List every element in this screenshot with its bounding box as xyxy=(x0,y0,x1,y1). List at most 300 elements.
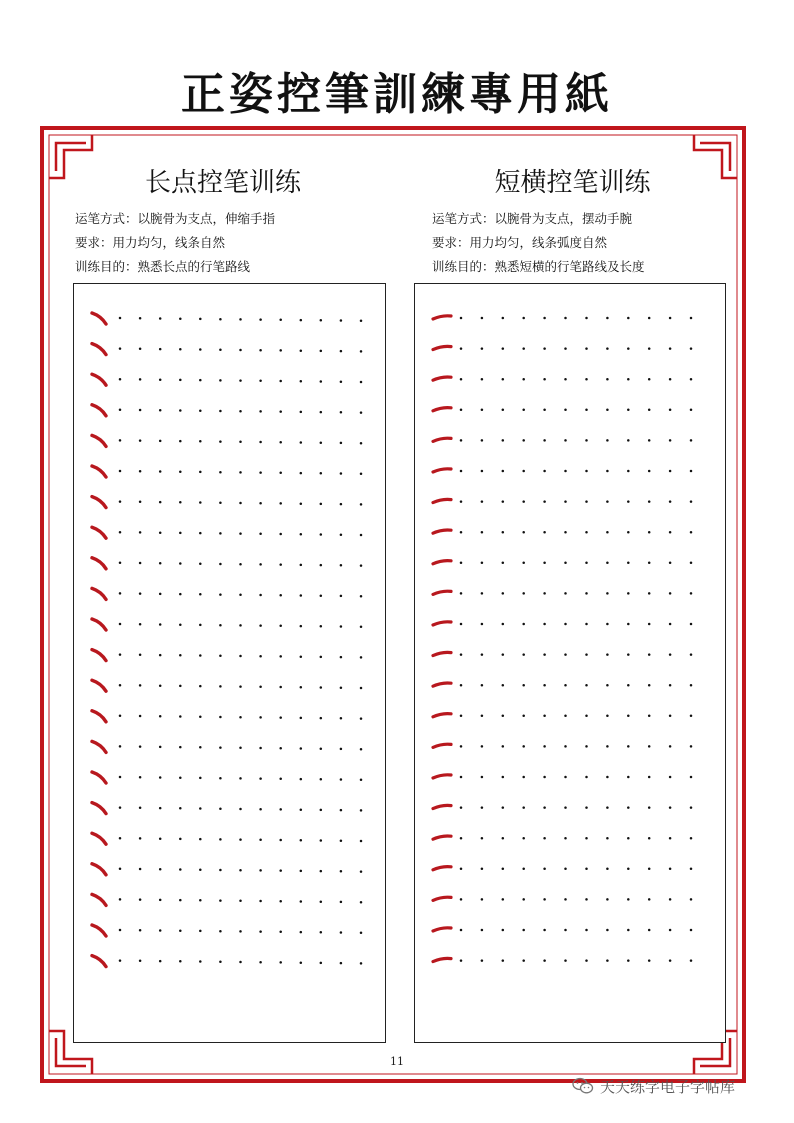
guide-dot xyxy=(502,592,505,595)
guide-dot xyxy=(340,380,343,383)
guide-dot xyxy=(564,378,567,381)
practice-row xyxy=(433,346,692,349)
guide-dot xyxy=(340,442,343,445)
guide-dot xyxy=(239,930,242,933)
guide-dot xyxy=(300,564,303,567)
guide-dot xyxy=(627,837,630,840)
guide-dot xyxy=(460,776,463,779)
guide-dot xyxy=(481,929,484,932)
guide-dot xyxy=(627,470,630,473)
guide-dot xyxy=(139,837,142,840)
right-practice-panel xyxy=(414,283,726,1043)
short-horizontal-stroke-icon xyxy=(433,958,451,961)
guide-dot xyxy=(627,531,630,534)
guide-dot xyxy=(481,623,484,626)
guide-dot xyxy=(320,411,323,414)
guide-dot xyxy=(259,839,262,842)
right-section-title: 短横控笔训练 xyxy=(494,168,651,198)
guide-dot xyxy=(320,380,323,383)
long-dot-stroke-icon xyxy=(92,711,106,722)
guide-dot xyxy=(320,564,323,567)
guide-dot xyxy=(320,594,323,597)
guide-dot xyxy=(543,439,546,442)
guide-dot xyxy=(564,898,567,901)
guide-dot xyxy=(179,532,182,535)
guide-dot xyxy=(690,500,693,503)
guide-dot xyxy=(159,807,162,810)
guide-dot xyxy=(669,317,672,320)
guide-dot xyxy=(543,684,546,687)
guide-dot xyxy=(481,347,484,350)
guide-dot xyxy=(669,592,672,595)
guide-dot xyxy=(340,870,343,873)
left-requirement: 要求：用力均匀，线条自然 xyxy=(75,235,226,250)
practice-row xyxy=(433,958,692,961)
guide-dot xyxy=(690,439,693,442)
guide-dot xyxy=(219,716,222,719)
left-practice-panel xyxy=(73,283,386,1043)
guide-dot xyxy=(543,898,546,901)
guide-dot xyxy=(460,500,463,503)
guide-dot xyxy=(179,685,182,688)
guide-dot xyxy=(606,409,609,412)
guide-dot xyxy=(690,317,693,320)
guide-dot xyxy=(360,809,363,812)
long-dot-stroke-icon xyxy=(92,833,106,844)
guide-dot xyxy=(606,959,609,962)
guide-dot xyxy=(481,500,484,503)
guide-dot xyxy=(340,809,343,812)
guide-dot xyxy=(199,777,202,780)
guide-dot xyxy=(119,868,122,871)
guide-dot xyxy=(690,531,693,534)
long-dot-stroke-icon xyxy=(92,650,106,661)
guide-dot xyxy=(119,378,122,381)
guide-dot xyxy=(606,317,609,320)
long-dot-stroke-icon xyxy=(92,741,106,752)
guide-dot xyxy=(669,929,672,932)
guide-dot xyxy=(239,349,242,352)
guide-dot xyxy=(300,594,303,597)
guide-dot xyxy=(239,502,242,505)
short-horizontal-stroke-icon xyxy=(433,928,451,931)
short-horizontal-stroke-icon xyxy=(433,744,451,747)
guide-dot xyxy=(543,868,546,871)
left-practice-grid xyxy=(74,284,387,1044)
guide-dot xyxy=(690,378,693,381)
guide-dot xyxy=(360,564,363,567)
guide-dot xyxy=(219,899,222,902)
right-instructions xyxy=(432,207,645,279)
page-number: 11 xyxy=(390,1055,404,1068)
practice-row xyxy=(92,925,362,936)
guide-dot xyxy=(159,562,162,565)
guide-dot xyxy=(690,959,693,962)
guide-dot xyxy=(502,837,505,840)
guide-dot xyxy=(543,806,546,809)
practice-row xyxy=(433,591,692,594)
short-horizontal-stroke-icon xyxy=(433,714,451,717)
guide-dot xyxy=(648,837,651,840)
guide-dot xyxy=(360,748,363,751)
guide-dot xyxy=(502,347,505,350)
guide-dot xyxy=(522,531,525,534)
guide-dot xyxy=(340,778,343,781)
guide-dot xyxy=(139,929,142,932)
guide-dot xyxy=(320,503,323,506)
guide-dot xyxy=(360,840,363,843)
guide-dot xyxy=(119,347,122,350)
guide-dot xyxy=(690,653,693,656)
guide-dot xyxy=(239,441,242,444)
guide-dot xyxy=(481,868,484,871)
guide-dot xyxy=(669,470,672,473)
guide-dot xyxy=(543,776,546,779)
guide-dot xyxy=(585,562,588,565)
practice-row xyxy=(92,741,362,752)
guide-dot xyxy=(239,410,242,413)
guide-dot xyxy=(159,899,162,902)
guide-dot xyxy=(564,684,567,687)
guide-dot xyxy=(543,317,546,320)
guide-dot xyxy=(320,686,323,689)
guide-dot xyxy=(522,378,525,381)
guide-dot xyxy=(279,931,282,934)
guide-dot xyxy=(502,653,505,656)
guide-dot xyxy=(648,929,651,932)
guide-dot xyxy=(522,715,525,718)
guide-dot xyxy=(340,533,343,536)
left-instructions xyxy=(75,207,275,279)
guide-dot xyxy=(360,717,363,720)
left-purpose: 训练目的：熟悉长点的行笔路线 xyxy=(75,259,251,274)
practice-row xyxy=(92,558,362,569)
guide-dot xyxy=(159,409,162,412)
guide-dot xyxy=(259,533,262,536)
guide-dot xyxy=(259,686,262,689)
guide-dot xyxy=(648,684,651,687)
practice-row xyxy=(92,344,362,355)
guide-dot xyxy=(648,439,651,442)
guide-dot xyxy=(300,717,303,720)
guide-dot xyxy=(139,409,142,412)
short-horizontal-stroke-icon xyxy=(433,836,451,839)
guide-dot xyxy=(585,409,588,412)
guide-dot xyxy=(627,684,630,687)
guide-dot xyxy=(219,777,222,780)
guide-dot xyxy=(199,471,202,474)
guide-dot xyxy=(259,502,262,505)
guide-dot xyxy=(300,931,303,934)
practice-row xyxy=(433,622,692,625)
guide-dot xyxy=(219,838,222,841)
guide-dot xyxy=(340,472,343,475)
guide-dot xyxy=(690,837,693,840)
guide-dot xyxy=(648,745,651,748)
guide-dot xyxy=(300,502,303,505)
long-dot-stroke-icon xyxy=(92,405,106,416)
guide-dot xyxy=(259,961,262,964)
guide-dot xyxy=(564,623,567,626)
practice-row xyxy=(433,530,692,533)
page-title: 正姿控筆訓練專用紙 xyxy=(181,69,613,120)
guide-dot xyxy=(340,901,343,904)
guide-dot xyxy=(279,961,282,964)
guide-dot xyxy=(481,653,484,656)
guide-dot xyxy=(259,318,262,321)
guide-dot xyxy=(340,931,343,934)
guide-dot xyxy=(259,930,262,933)
guide-dot xyxy=(179,562,182,565)
guide-dot xyxy=(199,868,202,871)
practice-row xyxy=(433,836,692,839)
guide-dot xyxy=(219,410,222,413)
short-horizontal-stroke-icon xyxy=(433,775,451,778)
guide-dot xyxy=(481,409,484,412)
guide-dot xyxy=(340,503,343,506)
guide-dot xyxy=(259,900,262,903)
guide-dot xyxy=(340,625,343,628)
guide-dot xyxy=(564,470,567,473)
guide-dot xyxy=(199,624,202,627)
long-dot-stroke-icon xyxy=(92,374,106,385)
guide-dot xyxy=(585,317,588,320)
guide-dot xyxy=(627,347,630,350)
guide-dot xyxy=(199,593,202,596)
guide-dot xyxy=(627,806,630,809)
guide-dot xyxy=(606,929,609,932)
guide-dot xyxy=(585,959,588,962)
guide-dot xyxy=(139,439,142,442)
guide-dot xyxy=(199,930,202,933)
guide-dot xyxy=(219,349,222,352)
guide-dot xyxy=(564,745,567,748)
guide-dot xyxy=(585,378,588,381)
guide-dot xyxy=(360,503,363,506)
guide-dot xyxy=(219,471,222,474)
guide-dot xyxy=(522,898,525,901)
guide-dot xyxy=(481,715,484,718)
guide-dot xyxy=(481,959,484,962)
guide-dot xyxy=(300,411,303,414)
guide-dot xyxy=(606,470,609,473)
guide-dot xyxy=(564,439,567,442)
guide-dot xyxy=(502,745,505,748)
guide-dot xyxy=(481,745,484,748)
practice-row xyxy=(92,527,362,538)
guide-dot xyxy=(585,623,588,626)
practice-row xyxy=(433,561,692,564)
guide-dot xyxy=(340,839,343,842)
guide-dot xyxy=(460,592,463,595)
guide-dot xyxy=(159,470,162,473)
practice-row xyxy=(433,377,692,380)
guide-dot xyxy=(119,684,122,687)
guide-dot xyxy=(219,869,222,872)
guide-dot xyxy=(690,715,693,718)
guide-dot xyxy=(502,378,505,381)
guide-dot xyxy=(585,684,588,687)
guide-dot xyxy=(139,623,142,626)
guide-dot xyxy=(648,562,651,565)
guide-dot xyxy=(481,592,484,595)
guide-dot xyxy=(522,623,525,626)
guide-dot xyxy=(179,929,182,932)
guide-dot xyxy=(481,470,484,473)
guide-dot xyxy=(279,533,282,536)
guide-dot xyxy=(340,962,343,965)
practice-row xyxy=(92,803,362,814)
guide-dot xyxy=(627,439,630,442)
left-method: 运笔方式：以腕骨为支点，伸缩手指 xyxy=(75,211,276,226)
guide-dot xyxy=(460,868,463,871)
long-dot-stroke-icon xyxy=(92,894,106,905)
guide-dot xyxy=(627,898,630,901)
guide-dot xyxy=(159,776,162,779)
guide-dot xyxy=(669,378,672,381)
guide-dot xyxy=(627,409,630,412)
guide-dot xyxy=(669,715,672,718)
guide-dot xyxy=(139,684,142,687)
guide-dot xyxy=(543,929,546,932)
guide-dot xyxy=(219,930,222,933)
guide-dot xyxy=(669,439,672,442)
guide-dot xyxy=(522,592,525,595)
guide-dot xyxy=(543,653,546,656)
guide-dot xyxy=(502,623,505,626)
guide-dot xyxy=(522,409,525,412)
guide-dot xyxy=(360,534,363,537)
guide-dot xyxy=(669,898,672,901)
guide-dot xyxy=(522,868,525,871)
long-dot-stroke-icon xyxy=(92,527,106,538)
long-dot-stroke-icon xyxy=(92,497,106,508)
guide-dot xyxy=(481,439,484,442)
guide-dot xyxy=(543,347,546,350)
guide-dot xyxy=(279,900,282,903)
guide-dot xyxy=(179,379,182,382)
guide-dot xyxy=(606,868,609,871)
guide-dot xyxy=(585,776,588,779)
guide-dot xyxy=(199,532,202,535)
guide-dot xyxy=(669,562,672,565)
practice-row xyxy=(433,683,692,686)
guide-dot xyxy=(139,562,142,565)
guide-dot xyxy=(279,594,282,597)
guide-dot xyxy=(481,562,484,565)
practice-row xyxy=(92,405,362,416)
guide-dot xyxy=(239,594,242,597)
guide-dot xyxy=(239,869,242,872)
guide-dot xyxy=(648,868,651,871)
guide-dot xyxy=(585,531,588,534)
guide-dot xyxy=(340,350,343,353)
short-horizontal-stroke-icon xyxy=(433,469,451,472)
guide-dot xyxy=(179,960,182,963)
guide-dot xyxy=(564,562,567,565)
guide-dot xyxy=(239,624,242,627)
guide-dot xyxy=(585,745,588,748)
guide-dot xyxy=(239,961,242,964)
guide-dot xyxy=(360,932,363,935)
guide-dot xyxy=(648,409,651,412)
guide-dot xyxy=(159,960,162,963)
guide-dot xyxy=(340,717,343,720)
guide-dot xyxy=(139,531,142,534)
guide-dot xyxy=(648,715,651,718)
guide-dot xyxy=(522,653,525,656)
guide-dot xyxy=(522,837,525,840)
guide-dot xyxy=(159,746,162,749)
guide-dot xyxy=(543,592,546,595)
guide-dot xyxy=(564,837,567,840)
guide-dot xyxy=(159,868,162,871)
long-dot-stroke-icon xyxy=(92,435,106,446)
guide-dot xyxy=(502,470,505,473)
practice-row xyxy=(433,316,692,319)
guide-dot xyxy=(179,838,182,841)
guide-dot xyxy=(606,837,609,840)
practice-row xyxy=(92,772,362,783)
guide-dot xyxy=(199,501,202,504)
short-horizontal-stroke-icon xyxy=(433,408,451,411)
guide-dot xyxy=(239,655,242,658)
guide-dot xyxy=(279,686,282,689)
guide-dot xyxy=(259,594,262,597)
guide-dot xyxy=(219,440,222,443)
guide-dot xyxy=(119,959,122,962)
guide-dot xyxy=(669,776,672,779)
guide-dot xyxy=(300,808,303,811)
guide-dot xyxy=(564,592,567,595)
guide-dot xyxy=(690,745,693,748)
long-dot-stroke-icon xyxy=(92,956,106,967)
guide-dot xyxy=(460,715,463,718)
guide-dot xyxy=(669,684,672,687)
long-dot-stroke-icon xyxy=(92,558,106,569)
guide-dot xyxy=(159,378,162,381)
guide-dot xyxy=(690,409,693,412)
guide-dot xyxy=(606,592,609,595)
short-horizontal-stroke-icon xyxy=(433,652,451,655)
guide-dot xyxy=(648,959,651,962)
guide-dot xyxy=(564,653,567,656)
guide-dot xyxy=(239,532,242,535)
guide-dot xyxy=(627,378,630,381)
guide-dot xyxy=(139,654,142,657)
guide-dot xyxy=(300,533,303,536)
long-dot-stroke-icon xyxy=(92,772,106,783)
guide-dot xyxy=(320,931,323,934)
guide-dot xyxy=(606,745,609,748)
guide-dot xyxy=(119,898,122,901)
guide-dot xyxy=(300,870,303,873)
guide-dot xyxy=(179,715,182,718)
guide-dot xyxy=(119,531,122,534)
practice-row xyxy=(433,499,692,502)
guide-dot xyxy=(481,684,484,687)
guide-dot xyxy=(522,439,525,442)
guide-dot xyxy=(669,500,672,503)
guide-dot xyxy=(159,837,162,840)
guide-dot xyxy=(139,960,142,963)
guide-dot xyxy=(669,745,672,748)
guide-dot xyxy=(606,653,609,656)
long-dot-stroke-icon xyxy=(92,864,106,875)
short-horizontal-stroke-icon xyxy=(433,316,451,319)
guide-dot xyxy=(199,685,202,688)
guide-dot xyxy=(648,776,651,779)
